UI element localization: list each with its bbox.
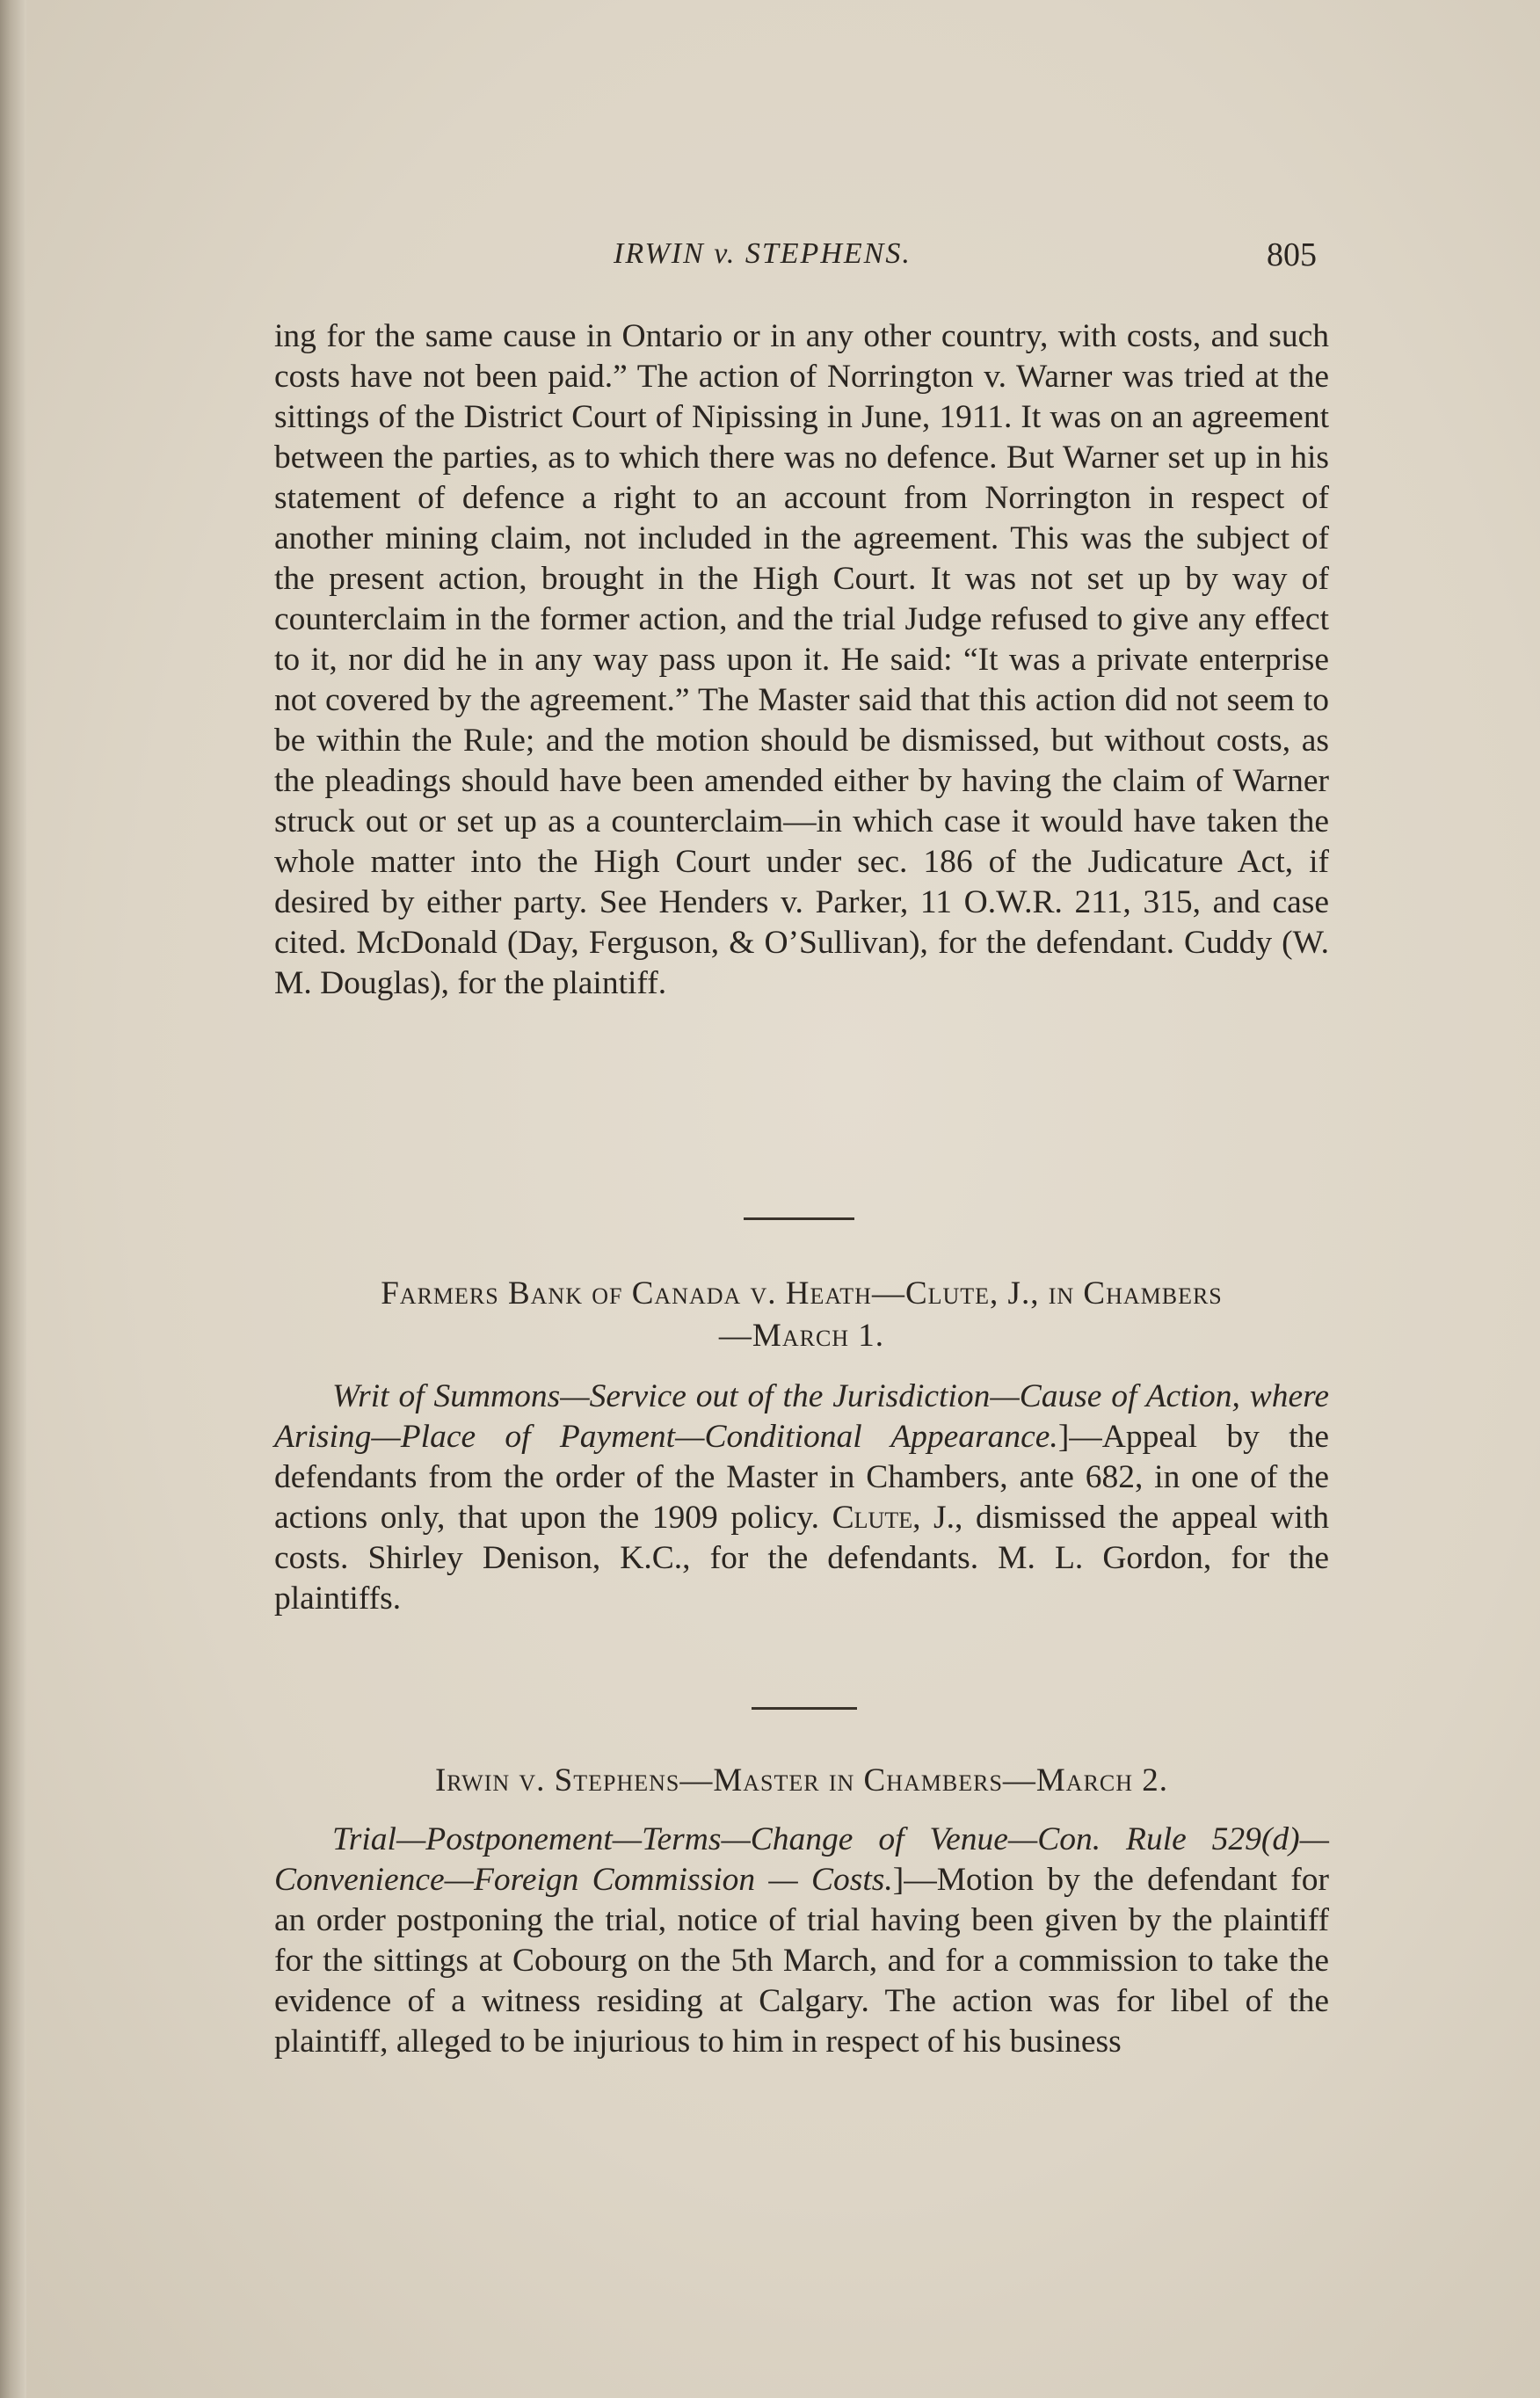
judge-name: Clute (832, 1500, 913, 1536)
continued-paragraph: ing for the same cause in Ontario or in any other country, with costs, and such costs have not been paid.” The action of Norrington v. Warner was tried at the sittings of the District Court of Nipissing in June, 1911. It was on an agreement between the parties, as to which there was no defence. But Warner set up in his statement of defence a right to an account from Norrington in respect of another mining claim, not included in the agreement. This was the subject of the present action, brought in the High Court. It was not set up by way of counterclaim in the former action, and the trial Judge refused to give any effect to it, nor did he in any way pass upon it. He said: “It was a private enterprise not covered by the agreement.” The Master said that this action did not seem to be within the Rule; and the motion should be dismissed, but without costs, as the pleadings should have been amended either by having the claim of Warner struck out or set up as a counterclaim—in which case it would have taken the whole matter into the High Court under sec. 186 of the Judicature Act, if desired by either party. See Henders v. Parker, 11 O.W.R. 211, 315, and case cited. McDonald (Day, Ferguson, & O’Sullivan), for the defendant. Cuddy (W. M. Douglas), for the plaintiff. (274, 318, 1329, 1001)
headnote-italic: Writ of Summons—Service out of the Jurisdiction—Cause of Action, where Arising—Place of Payment—Conditional Appearance. (274, 1378, 1329, 1455)
case-text-part1: ]—Appeal by the defendants from the order of the Master in Chambers, ante 682, in one of the actions only, that upon the 1909 policy. (274, 1419, 1329, 1536)
continued-case-text (274, 316, 1329, 1004)
case-heading-line2: —March 1. (718, 1318, 885, 1354)
case-text: ]—Motion by the defendant for an order postponing the trial, notice of trial having been given by the plaintiff for the sittings at Cobourg on the 5th March, and for a commission to take the evidence of a witness residing at Calgary. The action was for libel of the plaintiff, alleged to be injurious to him in respect of his business (274, 1862, 1329, 2060)
case-heading-irwin: Irwin v. Stephens—Master in Chambers—March 2. (434, 1762, 1169, 1798)
book-spine-shadow (0, 0, 26, 2398)
section-divider-rule (744, 1217, 854, 1220)
case-body-farmers-bank (274, 1377, 1329, 1619)
case-text-part2: , J., dismissed the appeal with costs. Shirley Denison, K.C., for the defendants. M. L. Gordon, for the plaintiffs. (274, 1500, 1330, 1617)
case-paragraph (274, 1820, 1329, 2062)
running-title: IRWIN v. STEPHENS. (614, 237, 912, 270)
case-paragraph (274, 1377, 1329, 1619)
section-divider-rule (752, 1707, 857, 1710)
case-body-irwin (274, 1820, 1329, 2062)
case-heading-line1: Farmers Bank of Canada v. Heath—Clute, J., in Chambers (381, 1275, 1223, 1312)
page-number: 805 (1267, 236, 1317, 273)
case-heading-farmers-bank (274, 1273, 1329, 1357)
running-head (280, 236, 1317, 285)
headnote-italic: Trial—Postponement—Terms—Change of Venue—Con. Rule 529(d)—Convenience—Foreign Commission — Costs. (274, 1821, 1329, 1898)
